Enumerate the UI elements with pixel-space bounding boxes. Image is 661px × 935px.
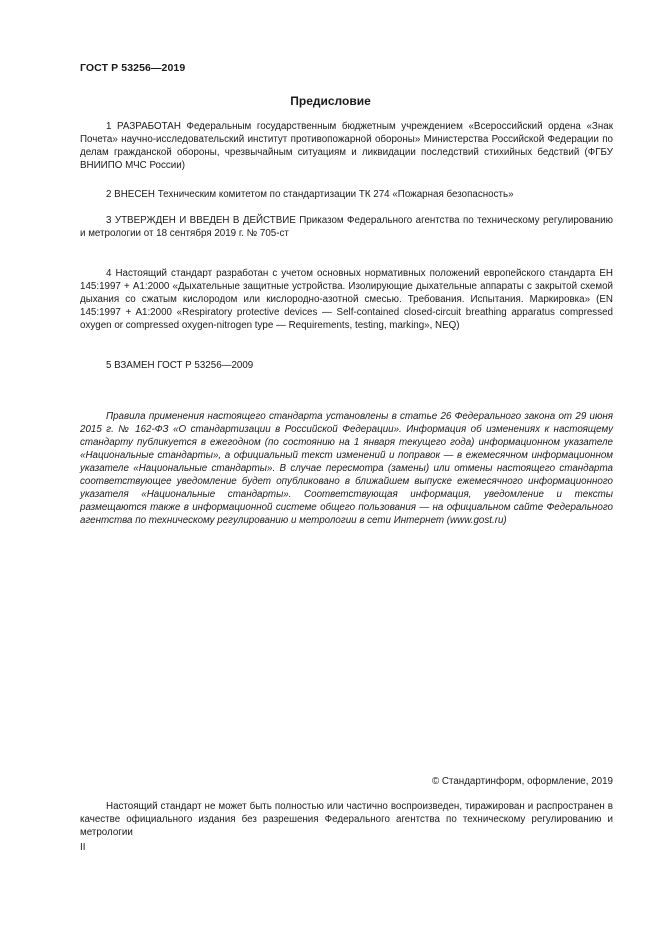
page-number: II — [80, 842, 86, 853]
paragraph-based-on-standard: 4 Настоящий стандарт разработан с учетом основных нормативных положений европейского стандарта ЕН 145:1997 + А1:2000 «Дыхательные защитные устройства. Изолирующие дыхательные аппараты с закрытой схемой дыхания со сжатым кислородом или кислородно-азотной смесью. Требования. Испытания. Маркировка» (EN 145:1997 + A1:2000 «Respiratory protective devices — Self-contained closed-circuit breathing apparatus compressed oxygen or compressed oxygen-nitrogen type — Requirements, testing, marking», NEQ) — [80, 268, 613, 331]
copyright-line: © Стандартинформ, оформление, 2019 — [431, 776, 613, 787]
paragraph-introduced-by: 2 ВНЕСЕН Техническим комитетом по стандартизации ТК 274 «Пожарная безопасность» — [106, 189, 514, 200]
section-title: Предисловие — [290, 94, 371, 108]
application-rules-notice: Правила применения настоящего стандарта установлены в статье 26 Федерального закона от 29 июня 2015 г. № 162-ФЗ «О стандартизации в Российской Федерации». Информация об изменениях к настоящему стандарту публикуется в ежегодном (по состоянию на 1 января текущего года) информационном указателе «Национальные стандарты», а официальный текст изменений и поправок — в ежемесячном информационном указателе «Национальные стандарты». В случае пересмотра (замены) или отмены настоящего стандарта соответствующее уведомление будет опубликовано в ближайшем выпуске ежемесячного информационного указателя «Национальные стандарты». Соответствующая информация, уведомление и тексты размещаются также в информационной системе общего пользования — на официальном сайте Федерального агентства по техническому регулированию и метрологии в сети Интернет (www.gost.ru) — [80, 411, 613, 526]
reproduction-rights: Настоящий стандарт не может быть полностью или частично воспроизведен, тиражирован и распространен в качестве официального издания без разрешения Федерального агентства по техническому регулированию и метрологии — [80, 801, 613, 838]
paragraph-approved: 3 УТВЕРЖДЕН И ВВЕДЕН В ДЕЙСТВИЕ Приказом Федерального агентства по техническому регулированию и метрологии от 18 сентября 2019 г. № 705-ст — [80, 215, 613, 239]
document-id: ГОСТ Р 53256—2019 — [80, 62, 186, 74]
paragraph-developed-by: 1 РАЗРАБОТАН Федеральным государственным бюджетным учреждением «Всероссийский ордена «Знак Почета» научно-исследовательский институт противопожарной обороны» Министерства Российской Федерации по делам гражданской обороны, чрезвычайным ситуациям и ликвидации последствий стихийных бедствий (ФГБУ ВНИИПО МЧС России) — [80, 121, 613, 171]
paragraph-replaces: 5 ВЗАМЕН ГОСТ Р 53256—2009 — [106, 360, 254, 371]
